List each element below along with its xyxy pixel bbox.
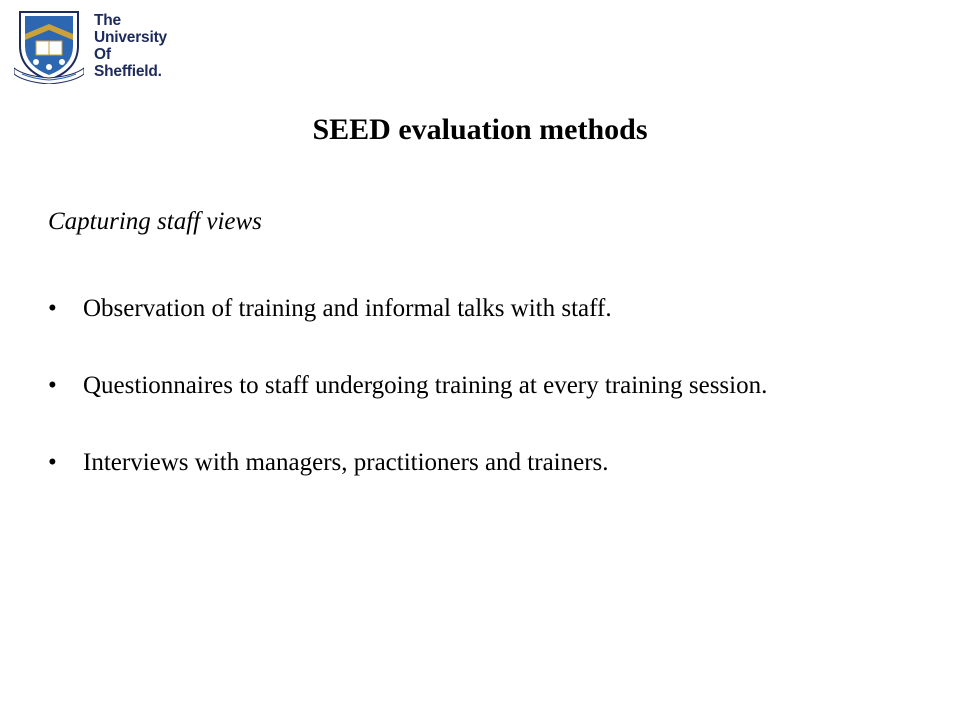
bullet-text: Interviews with managers, practitioners and trainers. [83,449,609,476]
bullet-glyph: • [48,295,57,322]
university-logo [14,8,184,84]
bullet-text: Questionnaires to staff undergoing training at every training session. [83,372,768,399]
bullet-item [48,369,888,403]
bullet-item [48,446,888,480]
university-crest-icon [14,8,84,84]
bullet-item [48,292,888,326]
slide-title: SEED evaluation methods [312,113,648,146]
bullet-glyph: • [48,449,57,476]
bullet-text: Observation of training and informal talks with staff. [83,295,612,322]
wordmark-line: Of [94,46,111,63]
bullet-glyph: • [48,372,57,399]
university-wordmark [94,12,167,80]
slide-subtitle: Capturing staff views [48,208,262,235]
bullet-list [48,292,888,480]
wordmark-line: Sheffield. [94,63,162,80]
wordmark-line: University [94,29,167,46]
wordmark-line: The [94,12,121,29]
